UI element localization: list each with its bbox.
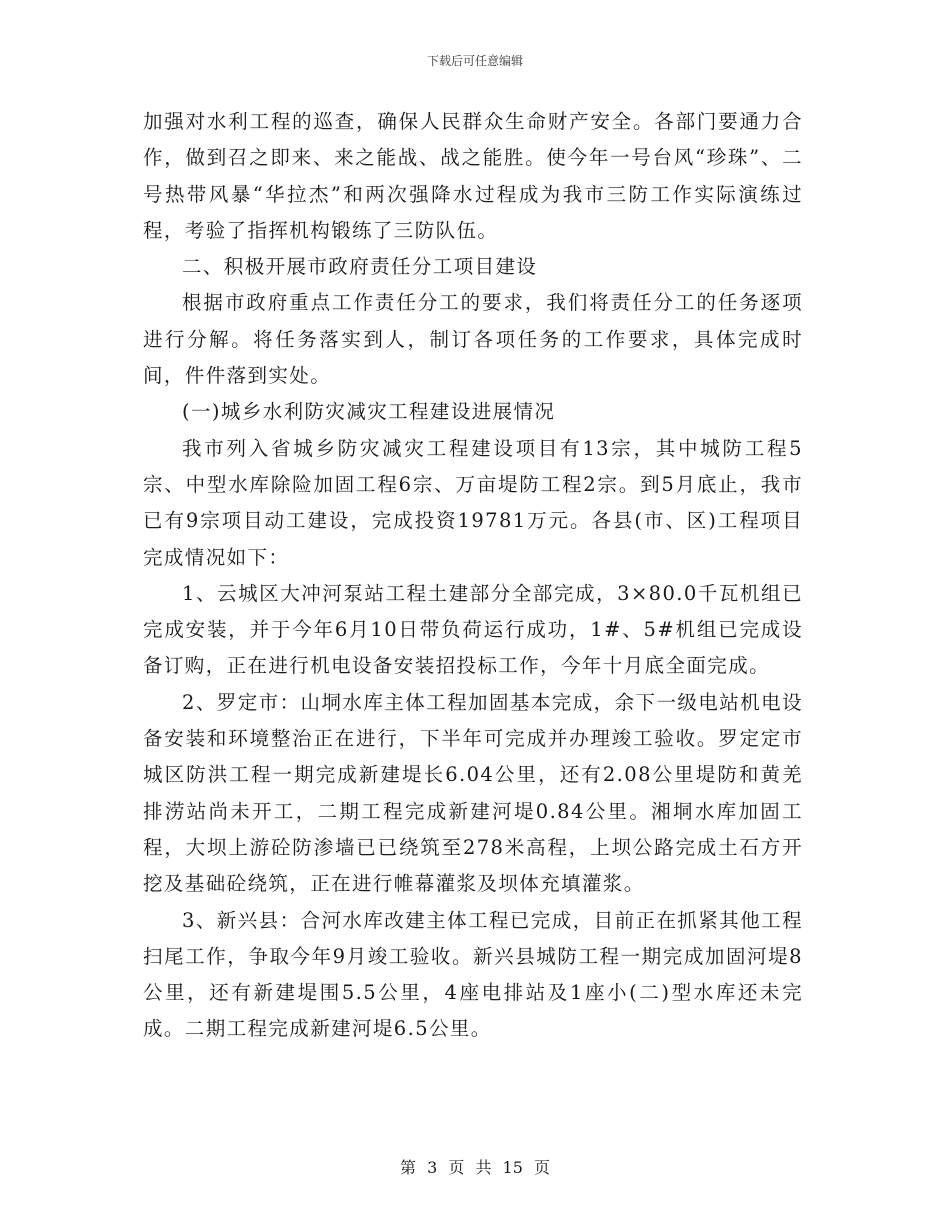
paragraph-continuation: 加强对水利工程的巡查，确保人民群众生命财产安全。各部门要通力合作，做到召之即来、来之能战、战之能胜。使今年一号台风“珍珠”、二号热带风暴“华拉杰”和两次强降水过程成为我市三防工作实际演练过程，考验了指挥机构锻练了三防队伍。 [143, 110, 803, 242]
page-number: 第 3 页 共 15 页 [400, 1158, 550, 1177]
paragraph: 根据市政府重点工作责任分工的要求，我们将责任分工的任务逐项进行分解。将任务落实到人，制订各项任务的工作要求，具体完成时间，件件落到实处。 [143, 291, 803, 388]
paragraph: 我市列入省城乡防灾减灾工程建设项目有13宗，其中城防工程5宗、中型水库除险加固工程6宗、万亩堤防工程2宗。到5月底止，我市已有9宗项目动工建设，完成投资19781万元。各县(市、区)工程项目完成情况如下： [143, 436, 803, 569]
subsection-heading: (一)城乡水利防灾减灾工程建设进展情况 [182, 400, 556, 424]
list-item: 1、云城区大冲河泵站工程土建部分全部完成，3×80.0千瓦机组已完成安装，并于今年6月10日带负荷运行成功，1#、5#机组已完成设备订购，正在进行机电设备安装招投标工作，今年十月底全面完成。 [143, 581, 803, 678]
list-item: 2、罗定市：山垌水库主体工程加固基本完成，余下一级电站机电设备安装和环境整治正在进行，下半年可完成并办理竣工验收。罗定定市城区防洪工程一期完成新建堤长6.04公里，还有2.08公里堤防和黄羌排涝站尚未开工，二期工程完成新建河堤0.84公里。湘垌水库加固工程，大坝上游砼防渗墙已已绕筑至278米高程，上坝公路完成土石方开挖及基础砼绕筑，正在进行帷幕灌浆及坝体充填灌浆。 [143, 690, 803, 896]
list-item: 3、新兴县：合河水库改建主体工程已完成，目前正在抓紧其他工程扫尾工作，争取今年9月竣工验收。新兴县城防工程一期完成加固河堤8公里，还有新建堤围5.5公里，4座电排站及1座小(二)型水库还未完成。二期工程完成新建河堤6.5公里。 [143, 908, 803, 1041]
document-body [143, 104, 803, 1048]
page-header: 下载后可任意编辑 [426, 54, 523, 68]
section-heading: 二、积极开展市政府责任分工项目建设 [182, 255, 538, 279]
